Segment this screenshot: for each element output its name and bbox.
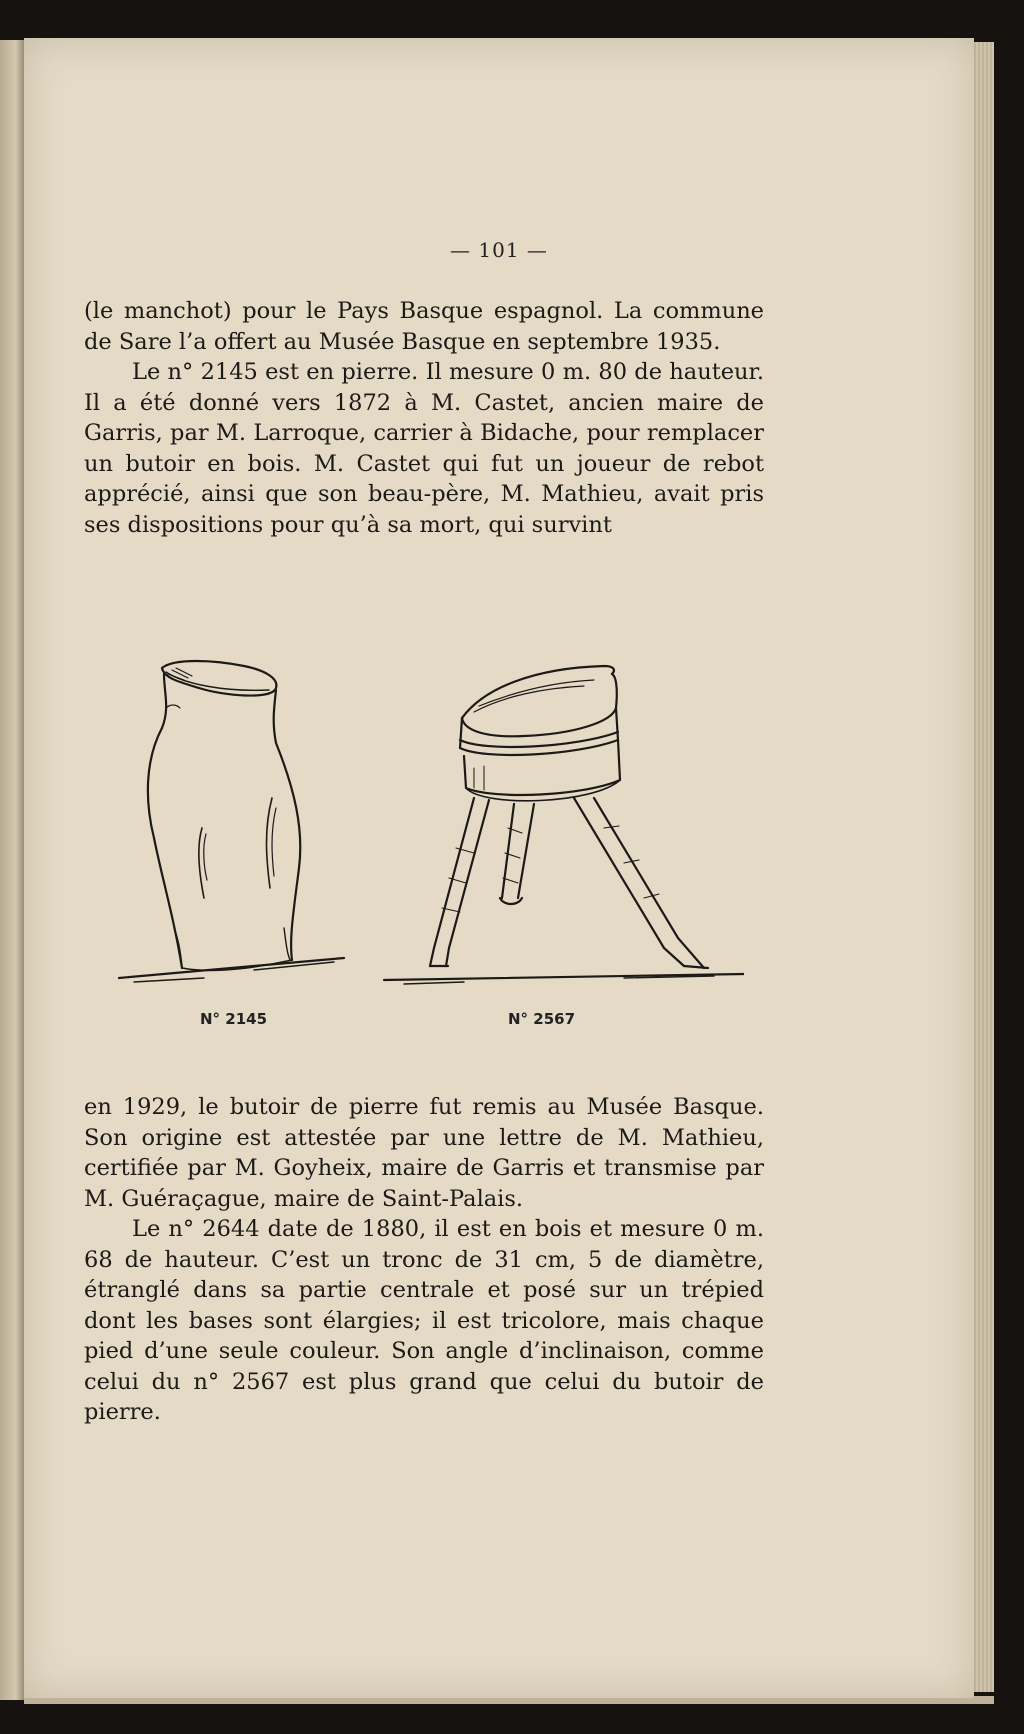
paragraph-2644: Le n° 2644 date de 1880, il est en bois et mesure 0 m. 68 de hauteur. C’est un tronc de 31 cm, 5 de diamètre, étranglé dans sa partie centrale et posé sur un trépied dont les bases sont élargies; il est tricolore, mais chaque pied d’une seule couleur. Son angle d’inclinaison, comme celui du n° 2567 est plus grand que celui du butoir de pierre. [84,1216,764,1425]
book-page [24,38,974,1698]
left-page-edge [0,40,26,1700]
figure-illustrations [104,648,744,1008]
text-block-bottom [84,1092,764,1428]
paragraph-continuation: (le manchot) pour le Pays Basque espagnol. La commune de Sare l’a offert au Musée Basque en septembre 1935. [84,298,764,355]
text-block-top [84,296,764,540]
butoir-drawings [104,648,744,1008]
page-stack-edge [972,42,994,1692]
wooden-butoir-drawing [384,666,744,984]
figure-caption-right: N° 2567 [508,1010,576,1028]
stone-butoir-drawing [119,661,344,982]
figure-caption-left: N° 2145 [200,1010,268,1028]
paragraph-2145: Le n° 2145 est en pierre. Il mesure 0 m. 80 de hauteur. Il a été donné vers 1872 à M. Castet, ancien maire de Garris, par M. Larroque, carrier à Bidache, pour remplacer un butoir en bois. M. Castet qui fut un joueur de rebot apprécié, ainsi que son beau-père, M. Mathieu, avait pris ses dispositions pour qu’à sa mort, qui survint [84,359,764,538]
paragraph-1929: en 1929, le butoir de pierre fut remis au Musée Basque. Son origine est attestée par une lettre de M. Mathieu, certifiée par M. Goyheix, maire de Garris et transmise par M. Guéraçague, maire de Saint-Palais. [84,1094,764,1212]
page-number: — 101 — [450,238,548,262]
